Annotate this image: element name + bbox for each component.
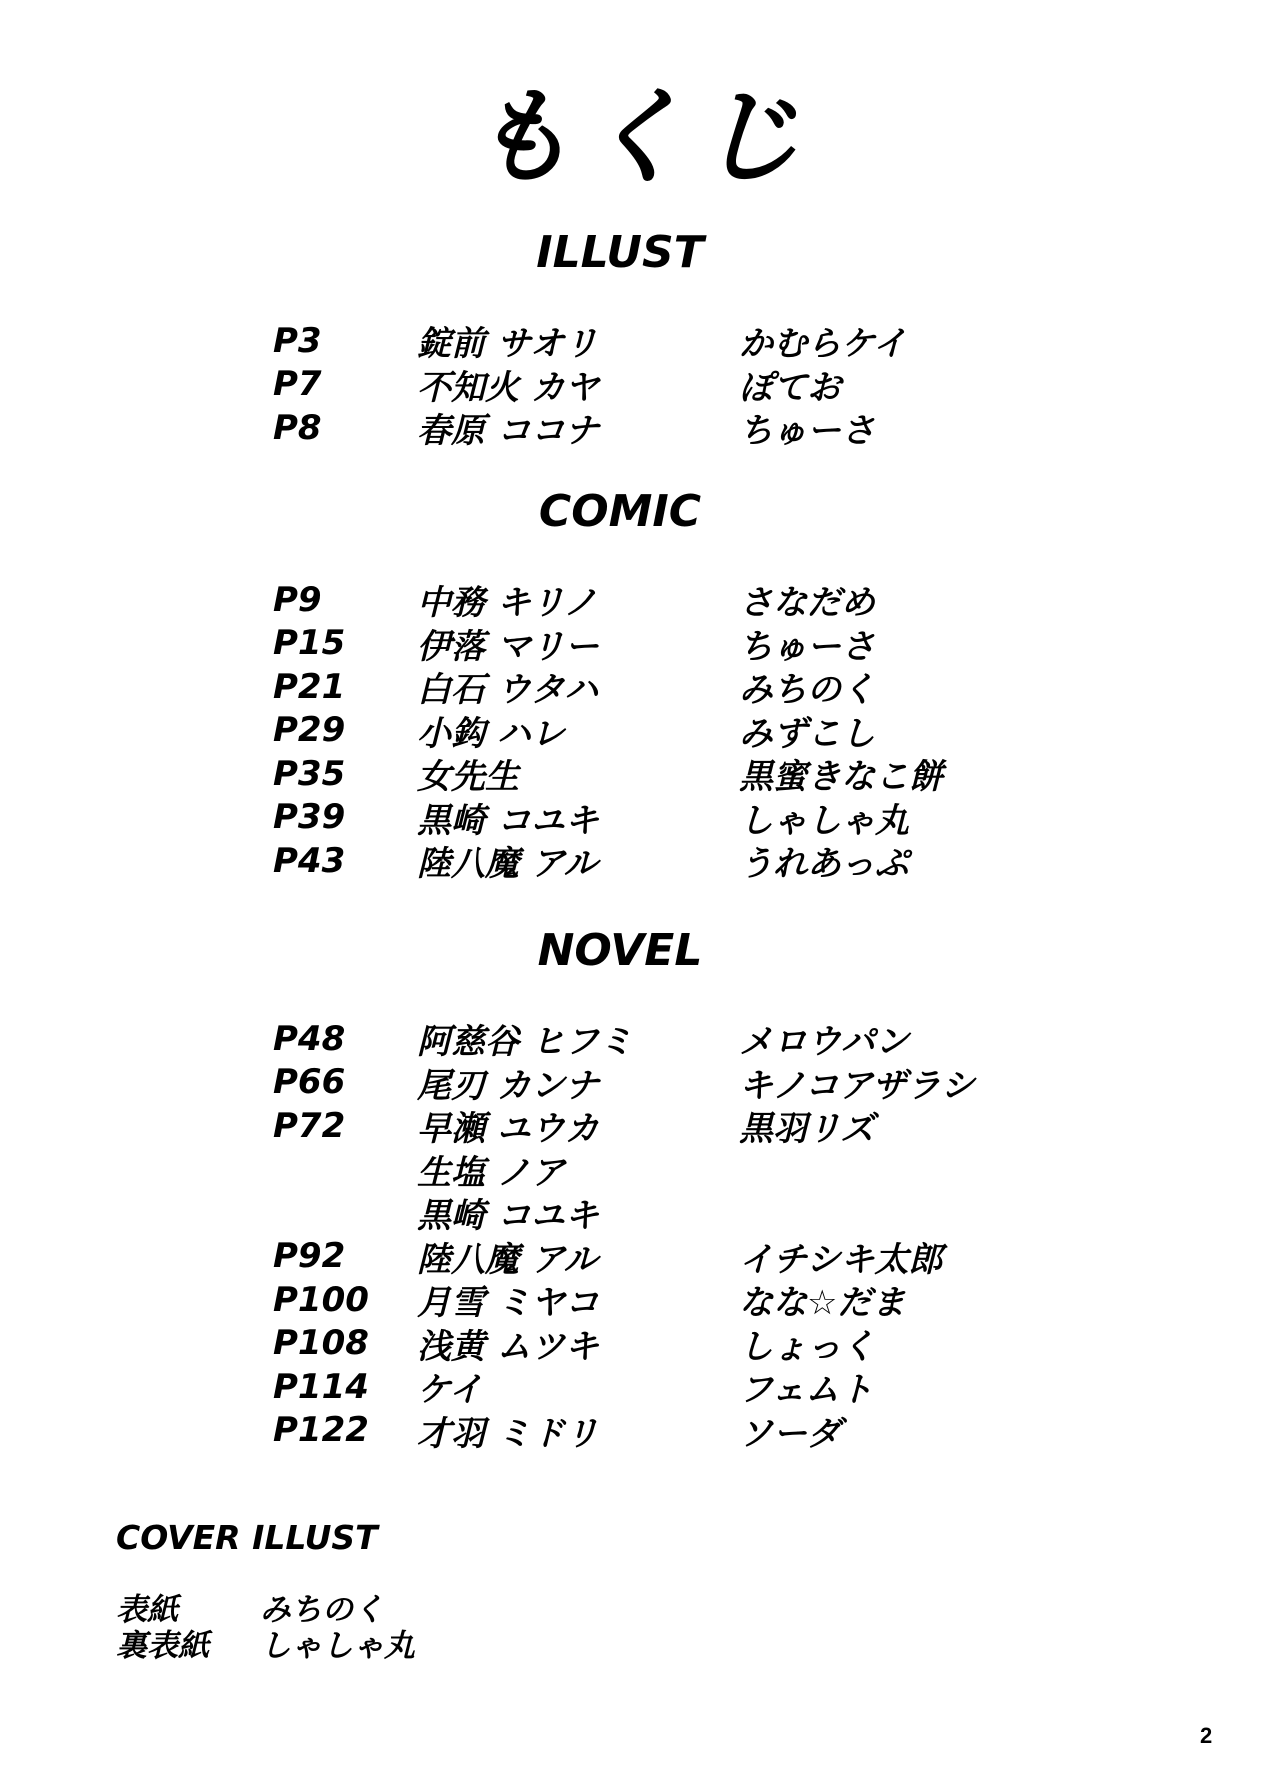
section-heading-comic: COMIC <box>538 486 702 537</box>
toc-author: ちゅーさ <box>739 626 875 667</box>
toc-page: P3 <box>273 320 322 361</box>
toc-row <box>273 622 1073 666</box>
toc-list-illust <box>273 319 1073 450</box>
toc-author: みちのく <box>739 670 875 711</box>
toc-page: P66 <box>273 1062 346 1103</box>
toc-row <box>273 752 1073 796</box>
toc-page: P114 <box>273 1366 369 1407</box>
toc-character: 陸八魔 アル <box>417 1239 598 1280</box>
toc-row <box>273 1278 1073 1322</box>
toc-character: 浅黄 ムツキ <box>417 1326 599 1367</box>
cover-list <box>116 1588 415 1664</box>
section-heading-novel: NOVEL <box>537 925 703 976</box>
toc-page: P7 <box>273 364 322 405</box>
toc-row <box>273 1365 1073 1409</box>
toc-row <box>273 665 1073 709</box>
toc-character: 早瀬 ユウカ <box>417 1109 599 1150</box>
toc-character: ケイ <box>417 1370 483 1411</box>
toc-page: P100 <box>273 1279 369 1320</box>
toc-author: イチシキ太郎 <box>739 1239 943 1280</box>
toc-row <box>273 709 1073 753</box>
toc-character: 尾刃 カンナ <box>417 1065 599 1106</box>
toc-author: ぽてお <box>739 367 841 408</box>
toc-page: P43 <box>273 840 346 881</box>
toc-page: P15 <box>273 623 346 664</box>
cover-row <box>116 1624 415 1664</box>
toc-author: キノコアザラシ <box>739 1065 975 1106</box>
toc-row <box>273 1409 1073 1453</box>
toc-row <box>273 1104 1073 1148</box>
toc-row <box>273 1148 1073 1192</box>
toc-author: みずこし <box>739 713 875 754</box>
toc-author: なな☆だま <box>739 1283 906 1324</box>
toc-row <box>273 1017 1073 1061</box>
toc-list-comic <box>273 578 1073 883</box>
toc-character: 黒崎 コユキ <box>417 1196 599 1237</box>
toc-author: 黒蜜きなこ餅 <box>739 757 943 798</box>
toc-author: しょっく <box>739 1326 875 1367</box>
toc-page: P122 <box>273 1410 369 1451</box>
page-title: もくじ <box>468 76 811 198</box>
cover-heading: COVER ILLUST <box>116 1518 378 1557</box>
toc-page: P39 <box>273 797 346 838</box>
toc-row <box>273 363 1073 407</box>
cover-label: 裏表紙 <box>116 1627 209 1664</box>
toc-row <box>273 1235 1073 1279</box>
section-heading-illust: ILLUST <box>536 227 704 278</box>
cover-author: しゃしゃ丸 <box>260 1627 415 1664</box>
toc-page: P29 <box>273 710 346 751</box>
toc-row <box>273 839 1073 883</box>
toc-page: P108 <box>273 1323 369 1364</box>
toc-character: 伊落 マリー <box>417 626 599 667</box>
toc-author: ちゅーさ <box>739 411 875 452</box>
toc-author: フェムト <box>739 1370 874 1411</box>
page-number: 2 <box>1200 1723 1213 1748</box>
cover-author: みちのく <box>260 1591 384 1628</box>
toc-author: メロウパン <box>739 1022 909 1063</box>
toc-row <box>273 1322 1073 1366</box>
toc-character: 月雪 ミヤコ <box>417 1283 599 1324</box>
toc-character: 陸八魔 アル <box>417 844 598 885</box>
toc-author: しゃしゃ丸 <box>739 800 909 841</box>
toc-character: 中務 キリノ <box>417 583 598 624</box>
toc-character: 阿慈谷 ヒフミ <box>417 1022 633 1063</box>
toc-page: P9 <box>273 579 322 620</box>
toc-page: P8 <box>273 407 322 448</box>
toc-row <box>273 578 1073 622</box>
toc-character: 小鈎 ハレ <box>417 713 565 754</box>
toc-character: 才羽 ミドリ <box>417 1413 599 1454</box>
toc-page: P35 <box>273 753 346 794</box>
toc-row <box>273 796 1073 840</box>
toc-character: 黒崎 コユキ <box>417 800 599 841</box>
toc-author: さなだめ <box>739 583 875 624</box>
toc-row <box>273 319 1073 363</box>
toc-page: P21 <box>273 666 346 707</box>
toc-row <box>273 1061 1073 1105</box>
toc-author: 黒羽リズ <box>739 1109 875 1150</box>
toc-author: ソーダ <box>739 1413 841 1454</box>
toc-character: 白石 ウタハ <box>417 670 599 711</box>
toc-page: P48 <box>273 1018 346 1059</box>
toc-list-novel <box>273 1017 1073 1452</box>
cover-label: 表紙 <box>116 1591 178 1628</box>
toc-character: 不知火 カヤ <box>417 367 599 408</box>
toc-author: かむらケイ <box>739 324 907 365</box>
toc-character: 生塩 ノア <box>417 1152 565 1193</box>
toc-row <box>273 406 1073 450</box>
toc-character: 春原 ココナ <box>417 411 599 452</box>
toc-page: P72 <box>273 1105 346 1146</box>
toc-row <box>273 1191 1073 1235</box>
toc-character: 女先生 <box>417 757 519 798</box>
toc-author: うれあっぷ <box>739 844 909 885</box>
toc-page: P92 <box>273 1236 346 1277</box>
toc-character: 錠前 サオリ <box>417 324 599 365</box>
